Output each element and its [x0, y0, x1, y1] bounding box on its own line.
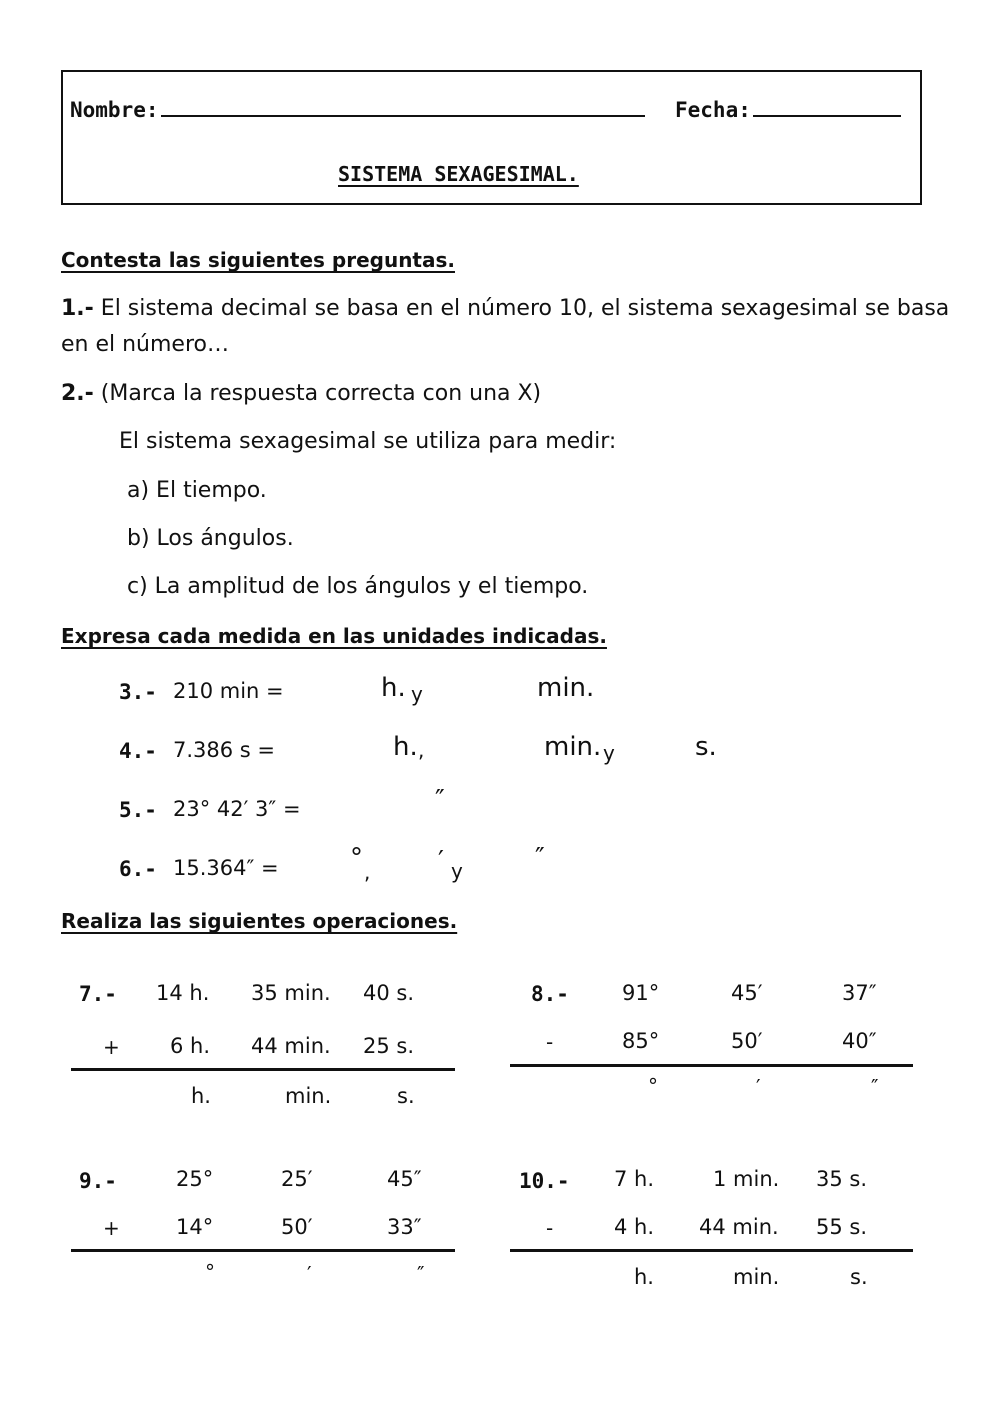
op9-row1-degrees: 25° [176, 1167, 214, 1191]
op7-result-hours[interactable]: h. [191, 1084, 211, 1108]
q6-separator-y: y [451, 859, 463, 883]
op9-row2-seconds: 33″ [387, 1215, 422, 1239]
name-label: Nombre: [70, 98, 159, 122]
op8-result-degrees[interactable]: ° [648, 1074, 658, 1098]
op8-row1-seconds: 37″ [842, 981, 877, 1005]
op8-sign: - [546, 1030, 554, 1054]
q5-unit-seconds: ″ [435, 785, 445, 815]
op10-result-minutes[interactable]: min. [733, 1265, 780, 1289]
name-blank[interactable] [161, 114, 645, 117]
op7-result-minutes[interactable]: min. [285, 1084, 332, 1108]
op9-row2-minutes: 50′ [281, 1215, 313, 1239]
op9-sum-line [71, 1249, 455, 1252]
op10-number: 10.- [519, 1169, 570, 1193]
op8-result-minutes[interactable]: ′ [756, 1075, 761, 1099]
op10-difference-line [510, 1249, 913, 1252]
q1-line1 [61, 296, 949, 321]
q6-separator-comma: , [364, 860, 371, 884]
op9-result-minutes[interactable]: ′ [307, 1262, 312, 1286]
q6-expression: 15.364″ = [173, 856, 279, 880]
q3-separator-y: y [411, 682, 423, 706]
q2-prompt: El sistema sexagesimal se utiliza para medir: [119, 429, 617, 454]
op8-row1-minutes: 45′ [731, 981, 763, 1005]
op10-row2-minutes: 44 min. [699, 1215, 779, 1239]
op7-sum-line [71, 1068, 455, 1071]
op10-row2-seconds: 55 s. [816, 1215, 868, 1239]
op9-result-degrees[interactable]: ° [205, 1260, 215, 1284]
date-label: Fecha: [675, 98, 751, 122]
q1-number: 1.- [61, 296, 94, 321]
op7-row1-seconds: 40 s. [363, 981, 415, 1005]
q1-text-line1: El sistema decimal se basa en el número 10, el sistema sexagesimal se basa [100, 296, 950, 321]
q6-unit-degrees: ° [350, 843, 363, 873]
q4-separator-y: y [603, 741, 615, 765]
op8-difference-line [510, 1064, 913, 1067]
q3-unit-hours: h. [381, 673, 406, 703]
op7-row2-seconds: 25 s. [363, 1034, 415, 1058]
q3-number: 3.- [119, 680, 157, 704]
q5-expression: 23° 42′ 3″ = [173, 797, 301, 821]
section2-heading: Expresa cada medida en las unidades indicadas. [61, 624, 607, 648]
q4-expression: 7.386 s = [173, 738, 276, 762]
q3-expression: 210 min = [173, 679, 284, 703]
op7-row1-hours: 14 h. [156, 981, 210, 1005]
q1-text-line2: en el número… [61, 332, 229, 357]
op9-sign: + [103, 1216, 120, 1240]
op7-row2-minutes: 44 min. [251, 1034, 331, 1058]
q2-number: 2.- [61, 381, 94, 406]
op9-row1-minutes: 25′ [281, 1167, 313, 1191]
q2-option-b[interactable]: b) Los ángulos. [127, 526, 294, 551]
op7-number: 7.- [79, 982, 117, 1006]
page-title: SISTEMA SEXAGESIMAL. [338, 162, 579, 186]
name-field-row [70, 98, 645, 122]
op7-sign: + [103, 1035, 120, 1059]
op7-row1-minutes: 35 min. [251, 981, 331, 1005]
op8-row2-seconds: 40″ [842, 1029, 877, 1053]
q6-unit-minutes: ′ [438, 846, 444, 876]
op7-row2-hours: 6 h. [170, 1034, 211, 1058]
op7-result-seconds[interactable]: s. [397, 1084, 415, 1108]
q2-line [61, 381, 541, 406]
q4-number: 4.- [119, 739, 157, 763]
q2-option-c[interactable]: c) La amplitud de los ángulos y el tiempo. [127, 574, 589, 599]
op9-number: 9.- [79, 1169, 117, 1193]
op9-result-seconds[interactable]: ″ [417, 1262, 425, 1286]
op10-row1-hours: 7 h. [614, 1167, 655, 1191]
q2-instruction: (Marca la respuesta correcta con una X) [100, 381, 542, 406]
q4-separator-comma: , [418, 738, 425, 762]
op9-row1-seconds: 45″ [387, 1167, 422, 1191]
op8-row2-minutes: 50′ [731, 1029, 763, 1053]
q5-number: 5.- [119, 798, 157, 822]
op9-row2-degrees: 14° [176, 1215, 214, 1239]
q3-unit-minutes: min. [537, 673, 595, 703]
q4-unit-seconds: s. [695, 732, 717, 762]
q6-unit-seconds: ″ [535, 843, 545, 873]
op8-row1-degrees: 91° [622, 981, 660, 1005]
op8-row2-degrees: 85° [622, 1029, 660, 1053]
date-blank[interactable] [753, 114, 901, 117]
op10-result-hours[interactable]: h. [634, 1265, 654, 1289]
op10-row1-seconds: 35 s. [816, 1167, 868, 1191]
q2-option-a[interactable]: a) El tiempo. [127, 478, 267, 503]
q4-unit-hours: h. [393, 732, 418, 762]
op10-row1-minutes: 1 min. [713, 1167, 780, 1191]
op10-row2-hours: 4 h. [614, 1215, 655, 1239]
op8-number: 8.- [531, 982, 569, 1006]
op10-result-seconds[interactable]: s. [850, 1265, 868, 1289]
section1-heading: Contesta las siguientes preguntas. [61, 248, 455, 272]
date-field-row [675, 98, 901, 122]
q4-unit-minutes: min. [544, 732, 602, 762]
section3-heading: Realiza las siguientes operaciones. [61, 909, 458, 933]
q6-number: 6.- [119, 857, 157, 881]
op8-result-seconds[interactable]: ″ [871, 1075, 879, 1099]
op10-sign: - [546, 1216, 554, 1240]
